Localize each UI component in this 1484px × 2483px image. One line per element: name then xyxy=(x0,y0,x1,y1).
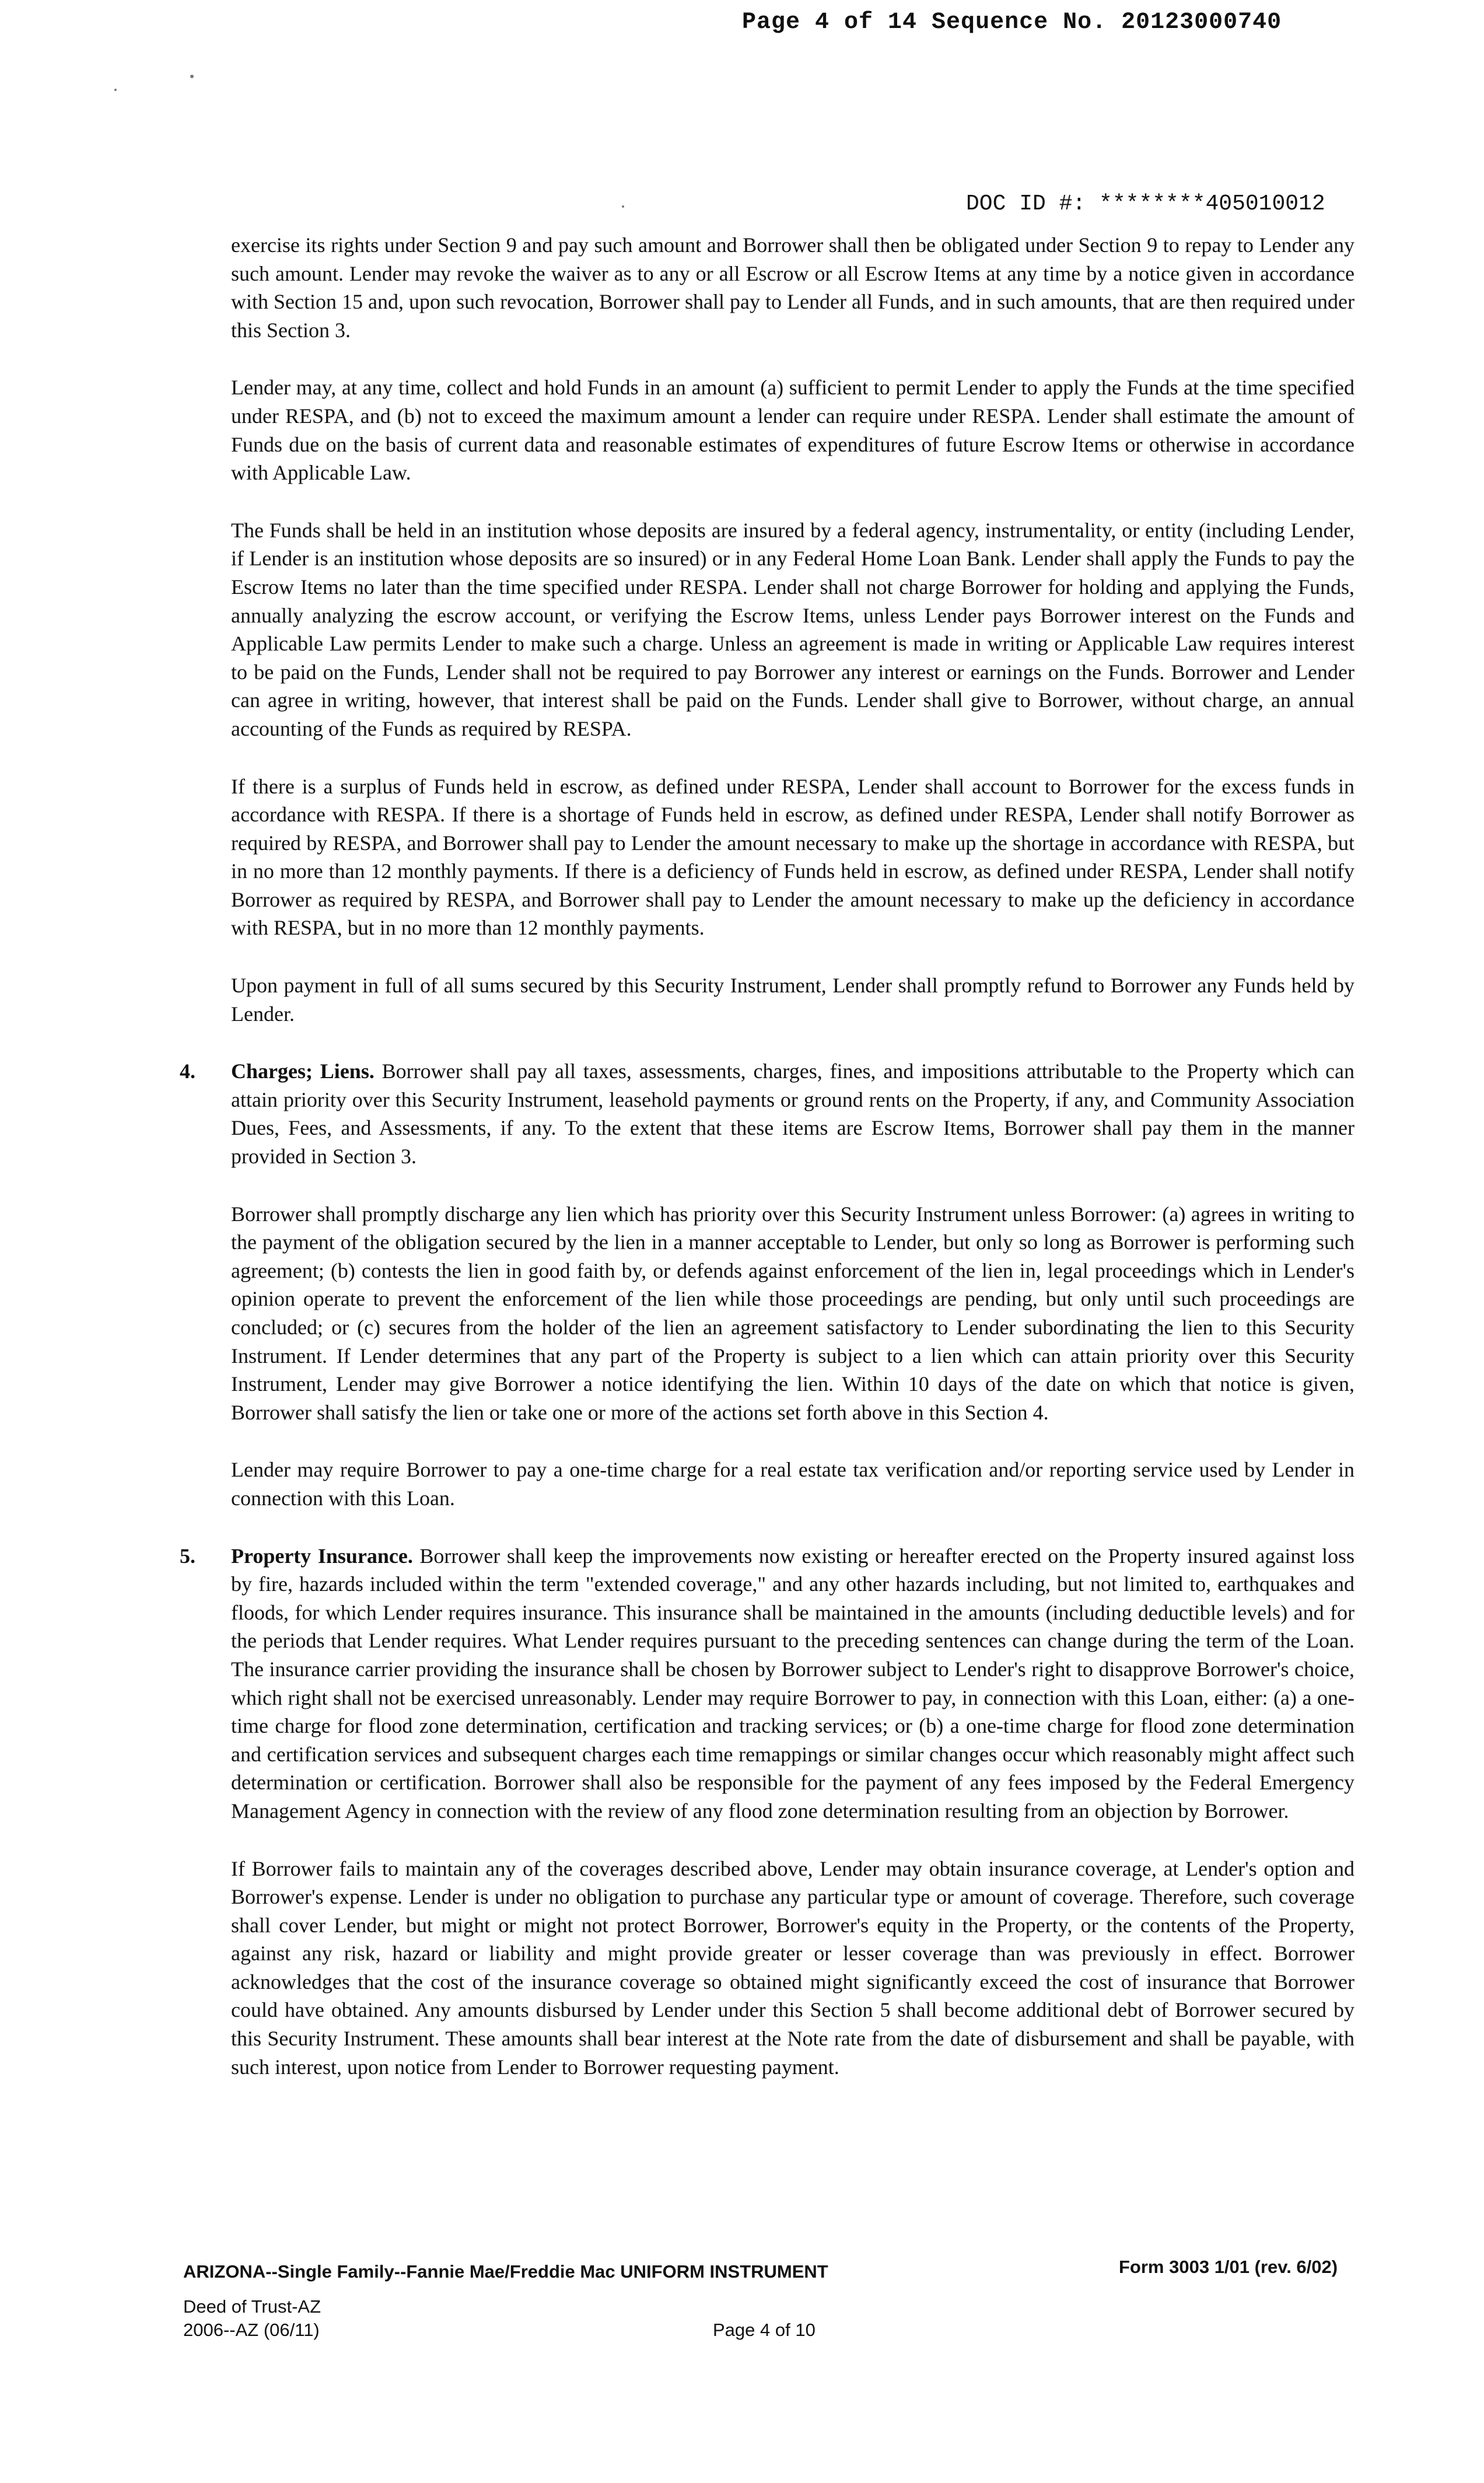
footer-deed-info xyxy=(183,2295,321,2342)
section-4-heading: Charges; Liens. xyxy=(231,1059,374,1083)
paragraph-surplus-shortage: If there is a surplus of Funds held in escrow, as defined under RESPA, Lender shall account to Borrower for the excess funds in accordance with RESPA. If there is a shortage of Funds held in escrow, as defined under RESPA, Lender shall notify Borrower as required by RESPA, and Borrower shall pay to Lender the amount necessary to make up the shortage in accordance with RESPA, but in no more than 12 monthly payments. If there is a deficiency of Funds held in escrow, as defined under RESPA, Lender shall notify Borrower as required by RESPA, and Borrower shall pay to Lender the amount necessary to make up the deficiency in accordance with RESPA, but in no more than 12 monthly payments. xyxy=(231,774,1354,940)
footer-deed-line1: Deed of Trust-AZ xyxy=(183,2296,321,2317)
paragraph-funds-held: The Funds shall be held in an institution whose deposits are insured by a federal agency, instrumentality, or entity (including Lender, if Lender is an institution whose deposits are so insured) or in any Federal Home Loan Bank. Lender shall apply the Funds to pay the Escrow Items no later than the time specified under RESPA. Lender shall not charge Borrower for holding and applying the Funds, annually analyzing the escrow account, or verifying the Escrow Items, unless Lender pays Borrower interest on the Funds and Applicable Law permits Lender to make such a charge. Unless an agreement is made in writing or Applicable Law requires interest to be paid on the Funds, Lender shall not be required to pay Borrower any interest or earnings on the Funds. Borrower and Lender can agree in writing, however, that interest shall be paid on the Funds. Lender shall give to Borrower, without charge, an annual accounting of the Funds as required by RESPA. xyxy=(231,518,1354,740)
paragraph-tax-verification: Lender may require Borrower to pay a one-time charge for a real estate tax verification and/or reporting service used by Lender in connection with this Loan. xyxy=(231,1458,1354,1510)
footer-form-number: Form 3003 1/01 (rev. 6/02) xyxy=(1119,2257,1338,2277)
paragraph-escrow-waiver: exercise its rights under Section 9 and pay such amount and Borrower shall then be obligated under Section 9 to repay to Lender any such amount. Lender may revoke the waiver as to any or all Escrow or all Escrow Items at any time by a notice given in accordance with Section 15 and, upon such revocation, Borrower shall pay to Lender all Funds, and in such amounts, that are then required under this Section 3. xyxy=(231,233,1354,342)
section-5-heading: Property Insurance. xyxy=(231,1544,413,1568)
section-5-number: 5. xyxy=(180,1544,195,1568)
page-sequence-stamp: Page 4 of 14 Sequence No. 20123000740 xyxy=(742,9,1282,36)
scan-speck xyxy=(114,89,117,91)
paragraph-lien-discharge: Borrower shall promptly discharge any lien which has priority over this Security Instrument unless Borrower: (a) agrees in writing to the payment of the obligation secured by the lien in a manner acceptable to Lender, but only so long as Borrower is performing such agreement; (b) contests the lien in good faith by, or defends against enforcement of the lien in, legal proceedings which in Lender's opinion operate to prevent the enforcement of the lien while those proceedings are pending, but only until such proceedings are concluded; or (c) secures from the holder of the lien an agreement satisfactory to Lender subordinating the lien to this Security Instrument. If Lender determines that any part of the Property is subject to a lien which can attain priority over this Security Instrument, Lender may give Borrower a notice identifying the lien. Within 10 days of the date on which that notice is given, Borrower shall satisfy the lien or take one or more of the actions set forth above in this Section 4. xyxy=(231,1202,1354,1424)
paragraph-funds-amount: Lender may, at any time, collect and hold Funds in an amount (a) sufficient to permit Lender to apply the Funds at the time specified under RESPA, and (b) not to exceed the maximum amount a lender can require under RESPA. Lender shall estimate the amount of Funds due on the basis of current data and reasonable estimates of expenditures of future Escrow Items or otherwise in accordance with Applicable Law. xyxy=(231,376,1354,485)
section-4-text: Borrower shall pay all taxes, assessments, charges, fines, and impositions attributable to the Property which can attain priority over this Security Instrument, leasehold payments or ground rents on the Property, if any, and Community Association Dues, Fees, and Assessments, if any. To the extent that these items are Escrow Items, Borrower shall pay them in the manner provided in Section 3. xyxy=(231,1059,1354,1169)
section-5-text: Borrower shall keep the improvements now existing or hereafter erected on the Property insured against loss by fire, hazards included within the term "extended coverage," and any other hazards including, but not limited to, earthquakes and floods, for which Lender requires insurance. This insurance shall be maintained in the amounts (including deductible levels) and for the periods that Lender requires. What Lender requires pursuant to the preceding sentences can change during the term of the Loan. The insurance carrier providing the insurance shall be chosen by Borrower subject to Lender's right to disapprove Borrower's choice, which right shall not be exercised unreasonably. Lender may require Borrower to pay, in connection with this Loan, either: (a) a one-time charge for flood zone determination, certification and tracking services; or (b) a one-time charge for flood zone determination and certification services and subsequent charges each time remappings or similar changes occur which reasonably might affect such determination or certification. Borrower shall also be responsible for the payment of any fees imposed by the Federal Emergency Management Agency in connection with the review of any flood zone determination resulting from an objection by Borrower. xyxy=(231,1544,1354,1823)
footer-instrument-title: ARIZONA--Single Family--Fannie Mae/Freddie Mac UNIFORM INSTRUMENT xyxy=(183,2261,828,2282)
scan-speck xyxy=(190,75,194,78)
paragraph-refund: Upon payment in full of all sums secured by this Security Instrument, Lender shall promptly refund to Borrower any Funds held by Lender. xyxy=(231,974,1354,1026)
section-5 xyxy=(180,1542,1354,1825)
footer-deed-line2: 2006--AZ (06/11) xyxy=(183,2320,320,2340)
document-body xyxy=(180,231,1354,2110)
footer-page-number: Page 4 of 10 xyxy=(713,2320,816,2340)
scan-speck xyxy=(622,205,624,208)
paragraph-coverage-failure: If Borrower fails to maintain any of the coverages described above, Lender may obtain insurance coverage, at Lender's option and Borrower's expense. Lender is under no obligation to purchase any particular type or amount of coverage. Therefore, such coverage shall cover Lender, but might or might not protect Borrower, Borrower's equity in the Property, or the contents of the Property, against any risk, hazard or liability and might provide greater or lesser coverage than was previously in effect. Borrower acknowledges that the cost of the insurance coverage so obtained might significantly exceed the cost of insurance that Borrower could have obtained. Any amounts disbursed by Lender under this Section 5 shall become additional debt of Borrower secured by this Security Instrument. These amounts shall bear interest at the Note rate from the date of disbursement and shall be payable, with such interest, upon notice from Lender to Borrower requesting payment. xyxy=(231,1856,1354,2079)
doc-id: DOC ID #: ********405010012 xyxy=(966,191,1325,216)
section-4 xyxy=(180,1057,1354,1170)
section-4-number: 4. xyxy=(180,1059,195,1083)
